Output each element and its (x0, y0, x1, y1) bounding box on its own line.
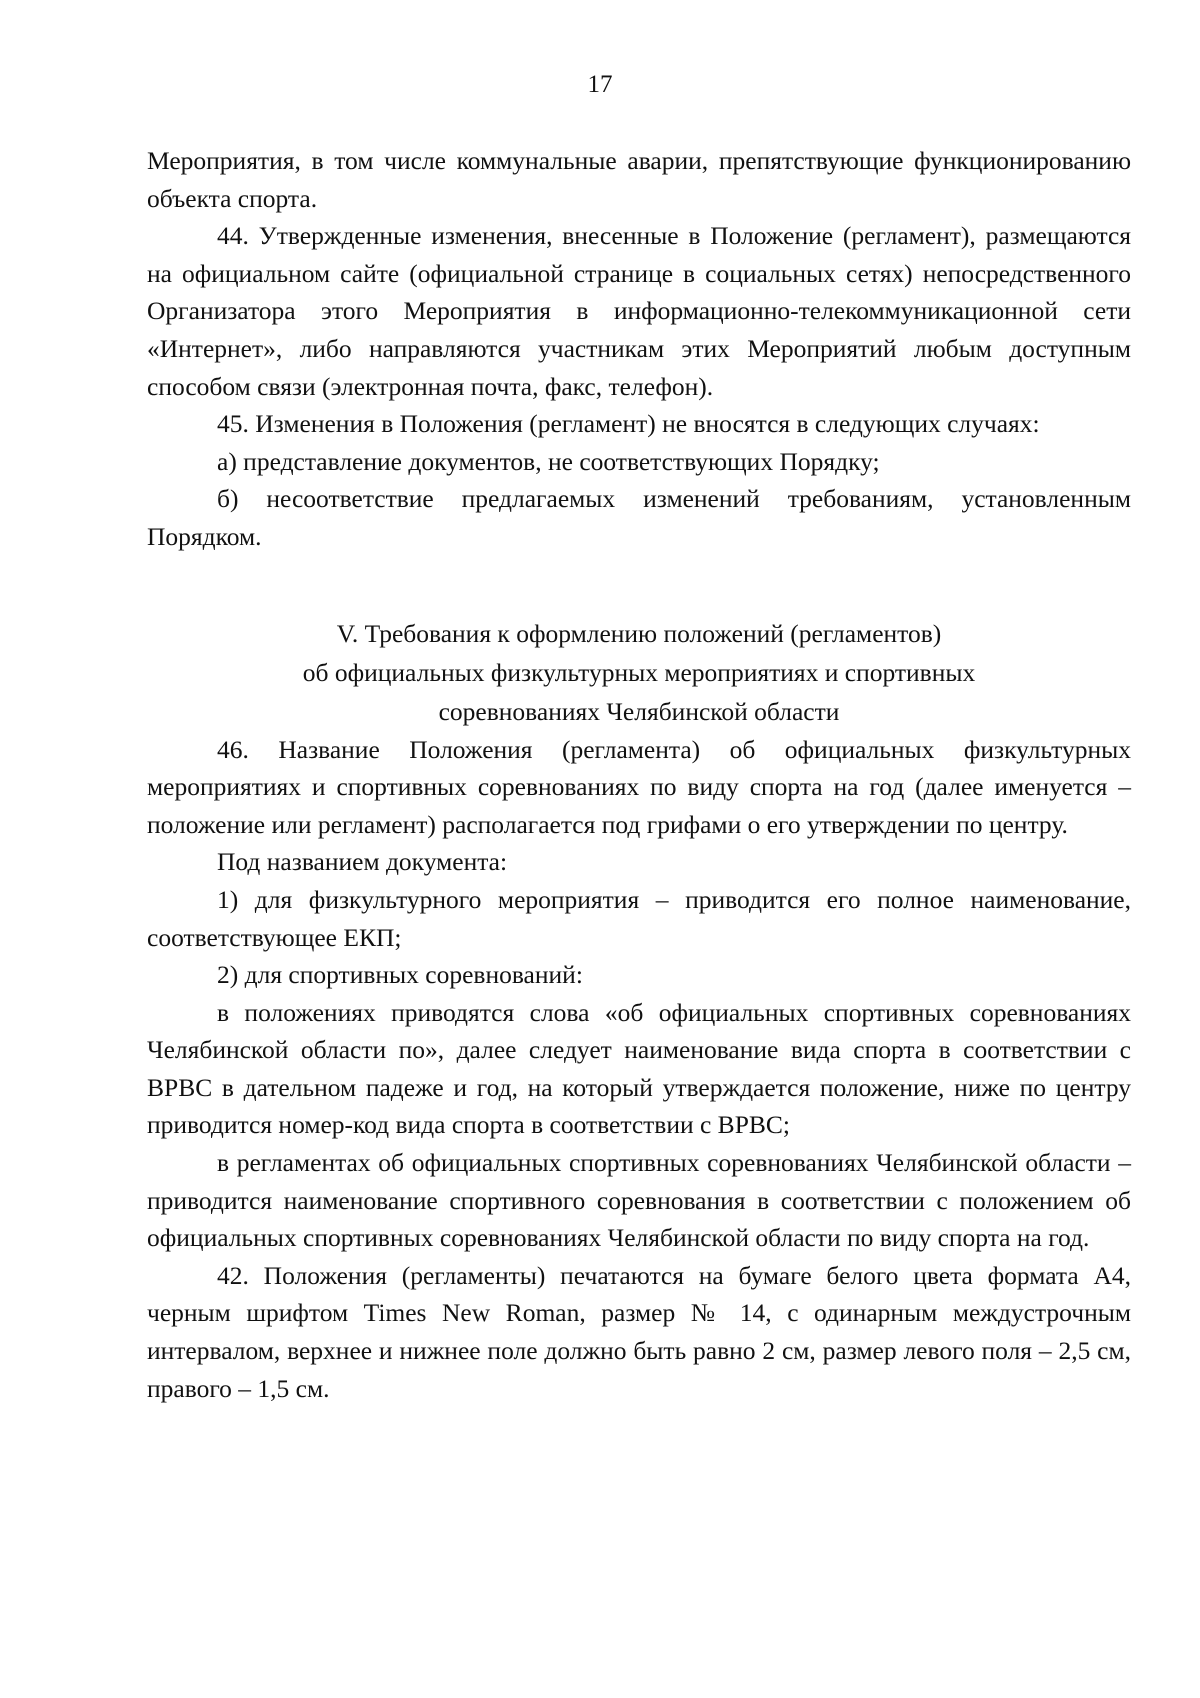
paragraph-46: 46. Название Положения (регламента) об официальных физкультурных мероприятиях и спортивных соревнованиях по виду спорта на год (далее именуется – положение или регламент) располагается под грифами о его утверждении по центру. (147, 734, 1131, 839)
paragraph-regulations: в регламентах об официальных спортивных соревнованиях Челябинской области – приводится наименование спортивного соревнования в соответствии с положением об официальных спортивных соревнованиях Челябинской области по виду спорта на год. (147, 1148, 1131, 1253)
section-heading (147, 614, 1131, 731)
paragraph-item-1: 1) для физкультурного мероприятия – приводится его полное наименование, соответствующее ЕКП; (147, 884, 1131, 952)
paragraph-continuation: Мероприятия, в том числе коммунальные аварии, препятствующие функционированию объекта спорта. (147, 146, 1131, 213)
section-heading-line-2: об официальных физкультурных мероприятиях и спортивных (302, 657, 976, 687)
paragraph-item-2: 2) для спортивных соревнований: (217, 960, 583, 990)
paragraph-title-intro: Под названием документа: (217, 847, 508, 877)
section-heading-line-3: соревнованиях Челябинской области (438, 696, 840, 726)
paragraph-45: 45. Изменения в Положения (регламент) не вносятся в следующих случаях: (217, 409, 1040, 439)
paragraph-44: 44. Утвержденные изменения, внесенные в Положение (регламент), размещаются на официальном сайте (официальной странице в социальных сетях) непосредственного Организатора этого Мероприятия в информационно-телекоммуникационной сети «Интернет», либо направляются участникам этих Мероприятий любым доступным способом связи (электронная почта, факс, телефон). (147, 221, 1131, 401)
page-number: 17 (587, 71, 613, 98)
paragraph-45-item-a: а) представление документов, не соответствующих Порядку; (217, 446, 880, 476)
paragraph-45-item-b: б) несоответствие предлагаемых изменений требованиям, установленным Порядком. (147, 484, 1131, 551)
paragraph-42: 42. Положения (регламенты) печатаются на бумаге белого цвета формата А4, черным шрифтом Times New Roman, размер № 14, с одинарным междустрочным интервалом, верхнее и нижнее поле должно быть равно 2 см, размер левого поля – 2,5 см, правого – 1,5 см. (147, 1260, 1131, 1403)
document-body (147, 142, 1131, 1407)
paragraph-positions: в положениях приводятся слова «об официальных спортивных соревнованиях Челябинской области по», далее следует наименование вида спорта в соответствии с ВРВС в дательном падеже и год, на который утверждается положение, ниже по центру приводится номер-код вида спорта в соответствии с ВРВС; (147, 997, 1131, 1140)
section-heading-line-1: V. Требования к оформлению положений (регламентов) (336, 618, 942, 648)
